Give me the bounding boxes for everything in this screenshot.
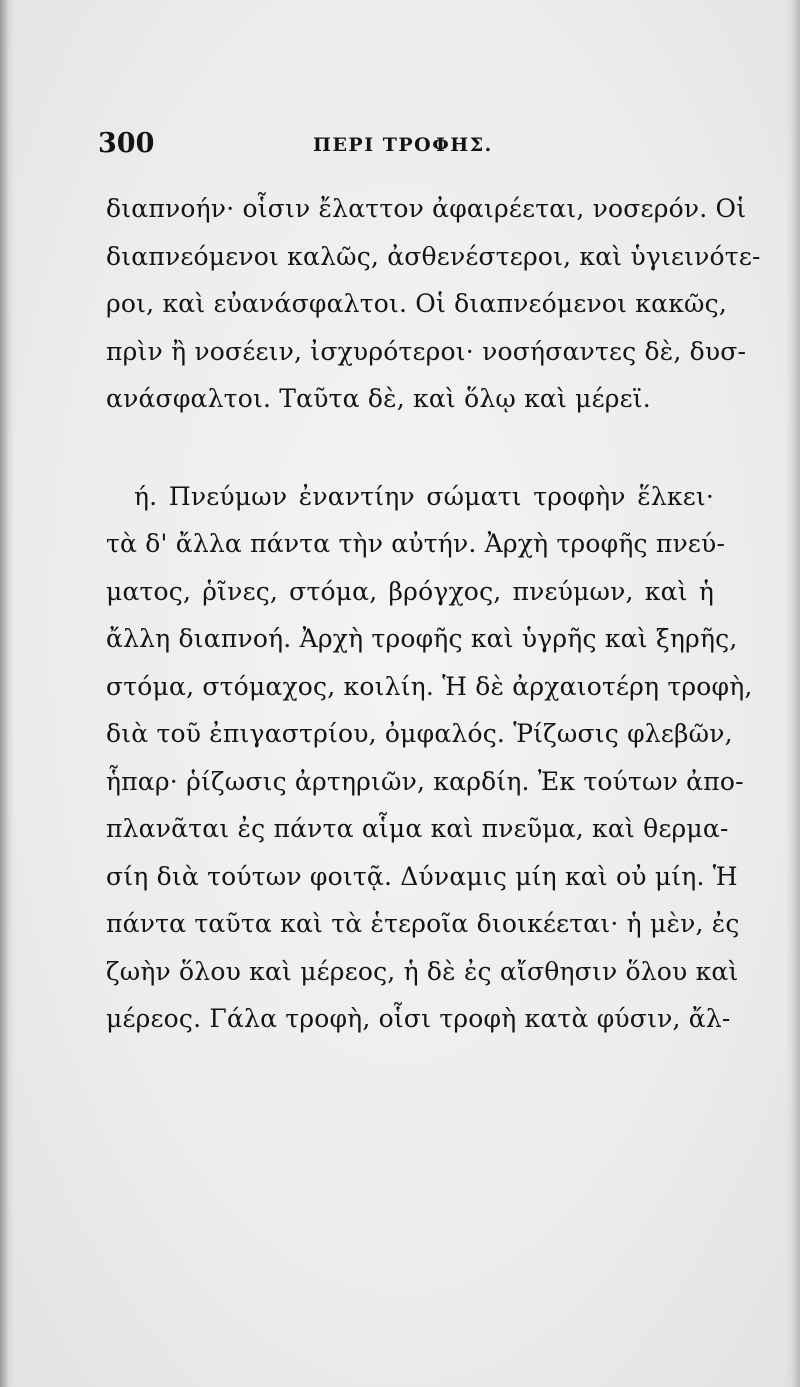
text-line: ἧπαρ· ῥίζωσις ἀρτηριῶν, καρδίη. Ἐκ τούτων ἀπο- <box>106 766 744 796</box>
page-edge-left <box>0 0 14 1387</box>
page-edge-right <box>786 0 800 1387</box>
text-line: διαπνοήν· οἷσιν ἔλαττον ἀφαιρέεται, νοσερόν. Οἱ <box>106 194 747 223</box>
text-line: ή. Πνεύμων ἐναντίην σώματι τροφὴν ἕλκει· <box>134 481 714 511</box>
text-line: ζωὴν ὅλου καὶ μέρεος, ἡ δὲ ἐς αἴσθησιν ὅλου καὶ <box>106 956 739 986</box>
paragraph-gap <box>106 423 714 473</box>
running-title: ΠΕΡΙ ΤΡΟΦΗΣ. <box>313 134 493 156</box>
text-line: σίη διὰ τούτων φοιτᾷ. Δύναμις μίη καὶ οὐ μίη. Ἡ <box>106 861 738 891</box>
text-line: μέρεος. Γάλα τροφὴ, οἷσι τροφὴ κατὰ φύσιν, ἄλ- <box>106 1004 731 1033</box>
text-line: ἄλλη διαπνοή. Ἀρχὴ τροφῆς καὶ ὑγρῆς καὶ ξηρῆς, <box>106 624 738 653</box>
text-line: ροι, καὶ εὐανάσφαλτοι. Οἱ διαπνεόμενοι κακῶς, <box>106 289 727 318</box>
page-number: 300 <box>98 128 155 159</box>
text-line: ματος, ῥῖνες, στόμα, βρόγχος, πνεύμων, καὶ ἡ <box>106 576 714 606</box>
text-line: διὰ τοῦ ἐπιγαστρίου, ὀμφαλός. Ῥίζωσις φλεβῶν, <box>106 719 733 748</box>
text-line: πρὶν ἢ νοσέειν, ἰσχυρότεροι· νοσήσαντες δὲ, δυσ- <box>106 336 747 366</box>
text-line: στόμα, στόμαχος, κοιλίη. Ἡ δὲ ἀρχαιοτέρη τροφὴ, <box>106 671 753 701</box>
body-text <box>106 185 761 1043</box>
page-header <box>98 128 718 168</box>
text-line: πάντα ταῦτα καὶ τὰ ἑτεροῖα διοικέεται· ἡ μὲν, ἐς <box>106 909 740 938</box>
text-line: τὰ δ' ἄλλα πάντα τὴν αὐτήν. Ἀρχὴ τροφῆς πνεύ- <box>106 529 726 558</box>
text-line: ανάσφαλτοι. Ταῦτα δὲ, καὶ ὅλῳ καὶ μέρεϊ. <box>106 384 651 413</box>
text-line: πλανᾶται ἐς πάντα αἷμα καὶ πνεῦμα, καὶ θερμα- <box>106 814 729 843</box>
text-line: διαπνεόμενοι καλῶς, ἀσθενέστεροι, καὶ ὑγιεινότε- <box>106 241 761 271</box>
